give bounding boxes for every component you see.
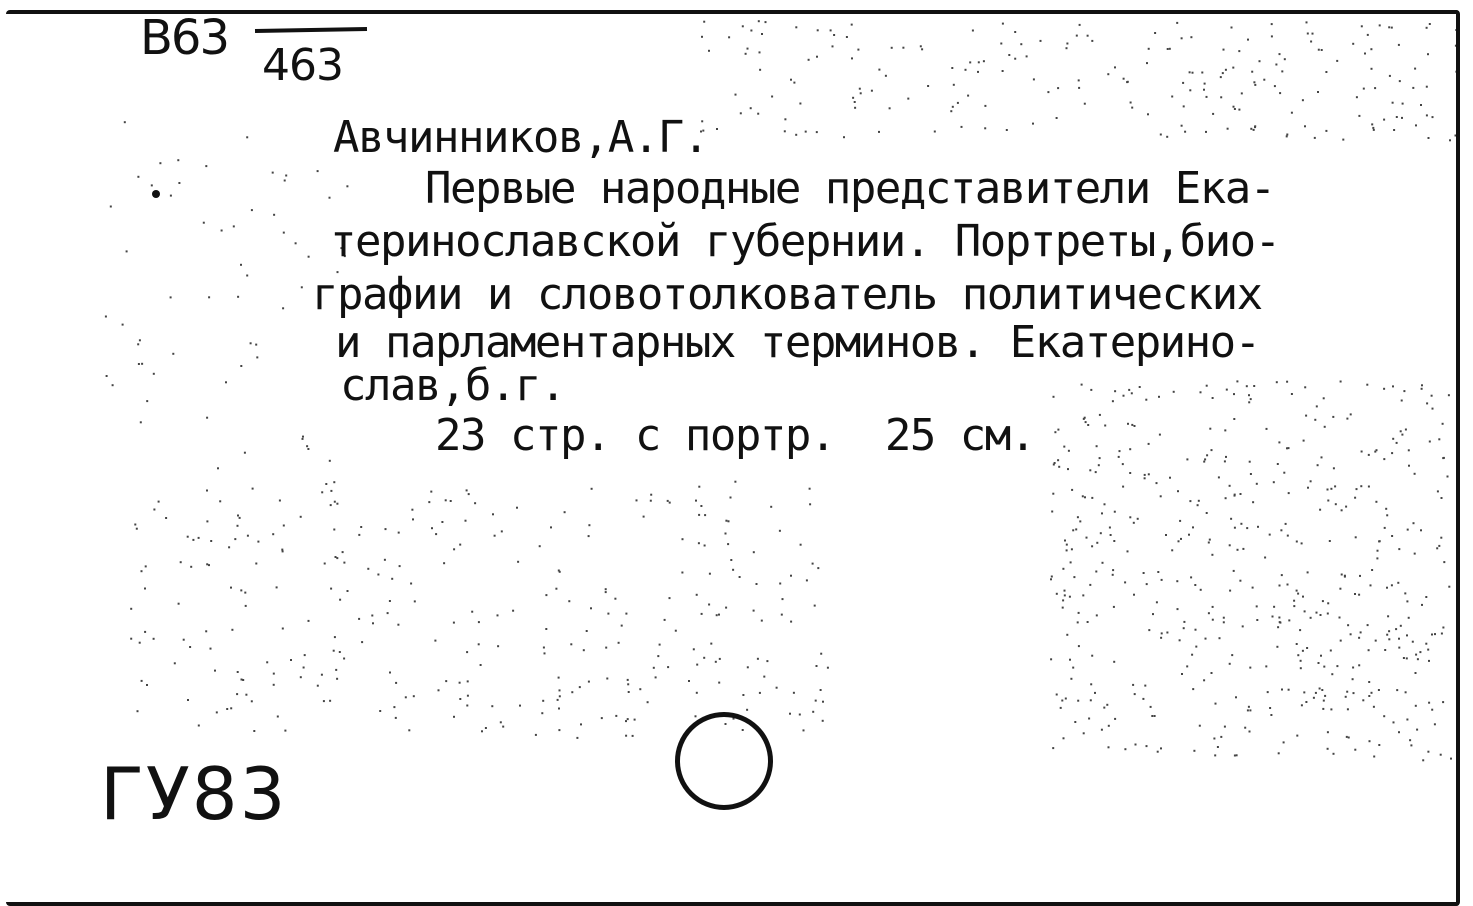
title-line-2: теринославской губернии. Портреты,био-: [330, 216, 1280, 267]
shelf-mark-main: В63: [140, 10, 229, 66]
margin-dot: [152, 190, 160, 198]
title-line-1: Первые народные представители Ека-: [425, 163, 1275, 214]
collation-line: 23 стр. с портр. 25 см.: [435, 410, 1035, 461]
title-line-3: графии и словотолкователь политических: [312, 269, 1262, 320]
title-line-5: слав,б.г.: [340, 360, 565, 411]
title-line-4: и парламентарных терминов. Екатерино-: [335, 317, 1260, 368]
bottom-code: ГУ83: [100, 752, 288, 836]
punch-hole: [675, 712, 773, 810]
author-heading: Авчинников,А.Г.: [333, 112, 708, 163]
shelf-mark-second: 463: [262, 40, 343, 91]
